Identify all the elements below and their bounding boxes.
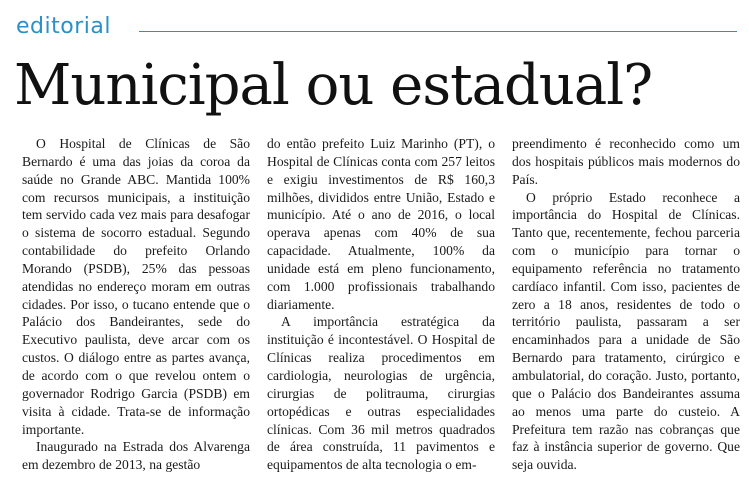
section-label: editorial bbox=[16, 14, 111, 39]
paragraph: A importância estratégica da instituição é incontestável. O Hospital de Clínicas realiza procedimentos em cardiologia, neurologias de urgência, cirurgias de politrauma, cirurgias ortopédicas e outras especialidades clínicas. Com 36 mil metros quadrados de área construída, 11 pavimentos e equipamentos de alta tecnologia o em- bbox=[267, 314, 495, 473]
headline: Municipal ou estadual? bbox=[14, 53, 653, 118]
column-3 bbox=[512, 135, 740, 474]
paragraph: O próprio Estado reconhece a importância do Hospital de Clínicas. Tanto que, recentemente, fechou parceria com o município para tornar o equipamento referência no tratamento cardíaco infantil. Com isso, pacientes de zero a 18 anos, residentes de todo o território paulista, passaram a ser encaminhados para a unidade de São Bernardo para tratamento, cirúrgico e ambulatorial, do coração. Justo, portanto, que o Palácio dos Bandeirantes assuma ao menos uma parte do custeio. A Prefeitura tem razão nas cobranças que faz à instância superior de governo. Que seja ouvida. bbox=[512, 189, 740, 473]
section-rule bbox=[139, 31, 737, 32]
paragraph: Inaugurado na Estrada dos Alvarenga em dezembro de 2013, na gestão bbox=[22, 439, 250, 473]
column-2 bbox=[267, 135, 495, 474]
article-body bbox=[22, 135, 740, 474]
paragraph: do então prefeito Luiz Marinho (PT), o Hospital de Clínicas conta com 257 leitos e exigiu investimentos de R$ 160,3 milhões, divididos entre União, Estado e município. Até o ano de 2016, o local operava apenas com 40% de sua capacidade. Atualmente, 100% da unidade está em pleno funcionamento, com 1.000 profissionais trabalhando diariamente. bbox=[267, 136, 495, 312]
paragraph: preendimento é reconhecido como um dos hospitais públicos mais modernos do País. bbox=[512, 136, 740, 187]
column-1 bbox=[22, 135, 250, 474]
paragraph: O Hospital de Clínicas de São Bernardo é uma das joias da coroa da saúde no Grande ABC. Mantida 100% com recursos municipais, a instituição tem servido cada vez mais para desafogar o sistema de socorro estadual. Segundo contabilidade do prefeito Orlando Morando (PSDB), 25% das pessoas atendidas no endereço moram em outras cidades. Por isso, o tucano entende que o Palácio dos Bandeirantes, sede do Executivo paulista, deve arcar com os custos. O diálogo entre as partes avança, de acordo com o que revelou ontem o governador Rodrigo Garcia (PSDB) em visita à cidade. Trata-se de informação importante. bbox=[22, 136, 250, 437]
